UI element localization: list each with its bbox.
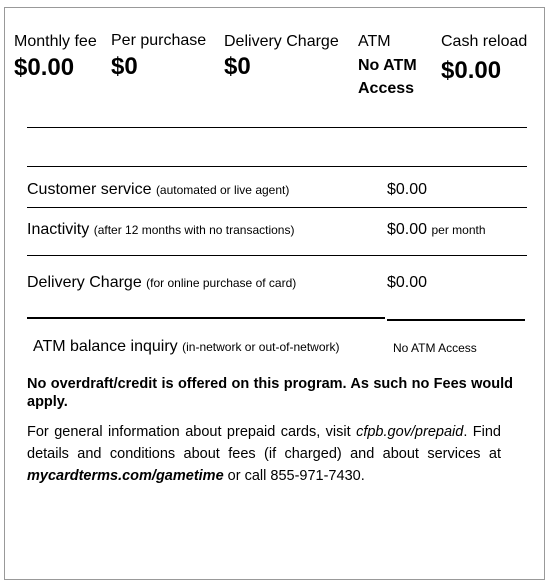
- delivery-charge-row-label: [27, 274, 296, 292]
- per-purchase-value: $0: [111, 53, 138, 80]
- per-purchase-label: Per purchase: [111, 32, 207, 49]
- inactivity-row-label: [27, 221, 294, 239]
- info-paragraph: [27, 421, 501, 487]
- cash-reload-value: $0.00: [441, 57, 502, 84]
- row-value-text: $0.00: [387, 221, 428, 238]
- info-text: For general information about prepaid cards, visit: [27, 424, 357, 440]
- atm-value-line1: No ATM: [358, 57, 417, 74]
- info-text: or call 855-971-7430.: [223, 468, 365, 484]
- row-label-note: (after 12 months with no transactions): [93, 223, 295, 237]
- row-label-text: Inactivity: [27, 221, 90, 238]
- row-label-note: (automated or live agent): [155, 183, 290, 197]
- divider: [27, 207, 527, 208]
- fee-disclosure-box: [4, 7, 545, 580]
- divider: [387, 319, 525, 321]
- delivery-charge-label: Delivery Charge: [224, 33, 339, 50]
- row-label-note: (for online purchase of card): [146, 276, 297, 290]
- divider: [27, 166, 527, 167]
- customer-service-row-label: [27, 181, 289, 199]
- divider: [27, 255, 527, 256]
- delivery-charge-row-value: $0.00: [387, 274, 428, 291]
- monthly-fee-value: $0.00: [14, 54, 75, 81]
- atm-balance-inquiry-row-label: [33, 338, 340, 356]
- cfpb-link[interactable]: cfpb.gov/prepaid: [356, 424, 464, 440]
- row-label-note: (in-network or out-of-network): [182, 340, 340, 354]
- row-label-text: ATM balance inquiry: [33, 338, 178, 355]
- customer-service-value: $0.00: [387, 181, 428, 198]
- monthly-fee-label: Monthly fee: [14, 33, 97, 50]
- atm-balance-inquiry-value: No ATM Access: [393, 341, 477, 355]
- mycardterms-link[interactable]: mycardterms.com/gametime: [27, 468, 224, 484]
- no-overdraft-notice: No overdraft/credit is offered on this program. As such no Fees would apply.: [27, 376, 513, 410]
- cash-reload-label: Cash reload: [441, 33, 528, 50]
- divider: [27, 317, 385, 319]
- row-value-note: per month: [431, 223, 486, 237]
- divider: [27, 127, 527, 128]
- inactivity-value: [387, 221, 486, 239]
- delivery-charge-value: $0: [224, 53, 251, 80]
- atm-value-line2: Access: [358, 80, 415, 97]
- atm-label: ATM: [358, 33, 391, 50]
- row-label-text: Customer service: [27, 181, 152, 198]
- row-label-text: Delivery Charge: [27, 274, 142, 291]
- info-text: . Find details and conditions about fees (if charged) and about services at: [27, 424, 501, 462]
